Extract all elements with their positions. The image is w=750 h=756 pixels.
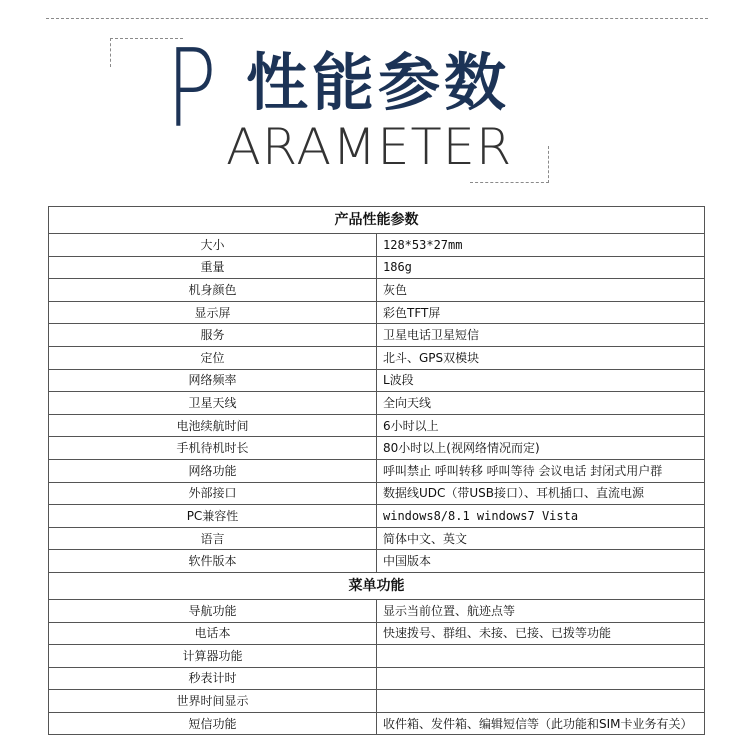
- row-label: 卫星天线: [49, 392, 377, 415]
- row-label: 秒表计时: [49, 667, 377, 690]
- row-label: 短信功能: [49, 712, 377, 735]
- table-row: [49, 527, 705, 550]
- table-row: [49, 301, 705, 324]
- row-label: 世界时间显示: [49, 690, 377, 713]
- table-row: [49, 599, 705, 622]
- table-row: [49, 437, 705, 460]
- row-value: 简体中文、英文: [377, 527, 705, 550]
- table-row: [49, 414, 705, 437]
- row-label: 手机待机时长: [49, 437, 377, 460]
- row-label: 大小: [49, 234, 377, 257]
- row-value: 显示当前位置、航迹点等: [377, 599, 705, 622]
- spec-table: [48, 206, 705, 735]
- row-value: 数据线UDC（带USB接口）、耳机插口、直流电源: [377, 482, 705, 505]
- row-value: 北斗、GPS双模块: [377, 346, 705, 369]
- table-row: [49, 482, 705, 505]
- section-header-row: [49, 572, 705, 599]
- row-label: PC兼容性: [49, 505, 377, 528]
- page-title: 性能参数: [246, 46, 511, 119]
- row-label: 显示屏: [49, 301, 377, 324]
- row-value: 128*53*27mm: [377, 234, 705, 257]
- row-label: 语言: [49, 527, 377, 550]
- table-row: [49, 256, 705, 279]
- row-label: 软件版本: [49, 550, 377, 573]
- table-row: [49, 505, 705, 528]
- row-value: 呼叫禁止 呼叫转移 呼叫等待 会议电话 封闭式用户群: [377, 459, 705, 482]
- table-row: [49, 279, 705, 302]
- table-row: [49, 690, 705, 713]
- table-row: [49, 667, 705, 690]
- row-value: 中国版本: [377, 550, 705, 573]
- row-value: [377, 645, 705, 668]
- table-row: [49, 712, 705, 735]
- table-row: [49, 645, 705, 668]
- row-label: 网络频率: [49, 369, 377, 392]
- page-subtitle-en: ARAMETER: [226, 118, 513, 176]
- row-label: 定位: [49, 346, 377, 369]
- section-header-row: [49, 207, 705, 234]
- table-row: [49, 324, 705, 347]
- table-row: [49, 392, 705, 415]
- table-row: [49, 550, 705, 573]
- row-label: 导航功能: [49, 599, 377, 622]
- header-initial-letter: P: [166, 27, 217, 152]
- row-value: 彩色TFT屏: [377, 301, 705, 324]
- row-value: 186g: [377, 256, 705, 279]
- row-label: 机身颜色: [49, 279, 377, 302]
- section-title: 产品性能参数: [49, 207, 705, 234]
- row-label: 电池续航时间: [49, 414, 377, 437]
- row-value: 80小时以上(视网络情况而定): [377, 437, 705, 460]
- row-label: 外部接口: [49, 482, 377, 505]
- table-row: [49, 346, 705, 369]
- row-label: 网络功能: [49, 459, 377, 482]
- row-value: [377, 667, 705, 690]
- section-title: 菜单功能: [49, 572, 705, 599]
- row-value: L波段: [377, 369, 705, 392]
- table-row: [49, 234, 705, 257]
- row-value: 卫星电话卫星短信: [377, 324, 705, 347]
- top-dashed-divider: [46, 18, 708, 19]
- row-value: windows8/8.1 windows7 Vista: [377, 505, 705, 528]
- row-label: 重量: [49, 256, 377, 279]
- table-row: [49, 622, 705, 645]
- row-label: 电话本: [49, 622, 377, 645]
- row-value: [377, 690, 705, 713]
- row-value: 快速拨号、群组、未接、已接、已拨等功能: [377, 622, 705, 645]
- row-value: 6小时以上: [377, 414, 705, 437]
- row-label: 服务: [49, 324, 377, 347]
- row-value: 灰色: [377, 279, 705, 302]
- table-row: [49, 369, 705, 392]
- table-row: [49, 459, 705, 482]
- row-value: 全向天线: [377, 392, 705, 415]
- row-label: 计算器功能: [49, 645, 377, 668]
- row-value: 收件箱、发件箱、编辑短信等（此功能和SIM卡业务有关）: [377, 712, 705, 735]
